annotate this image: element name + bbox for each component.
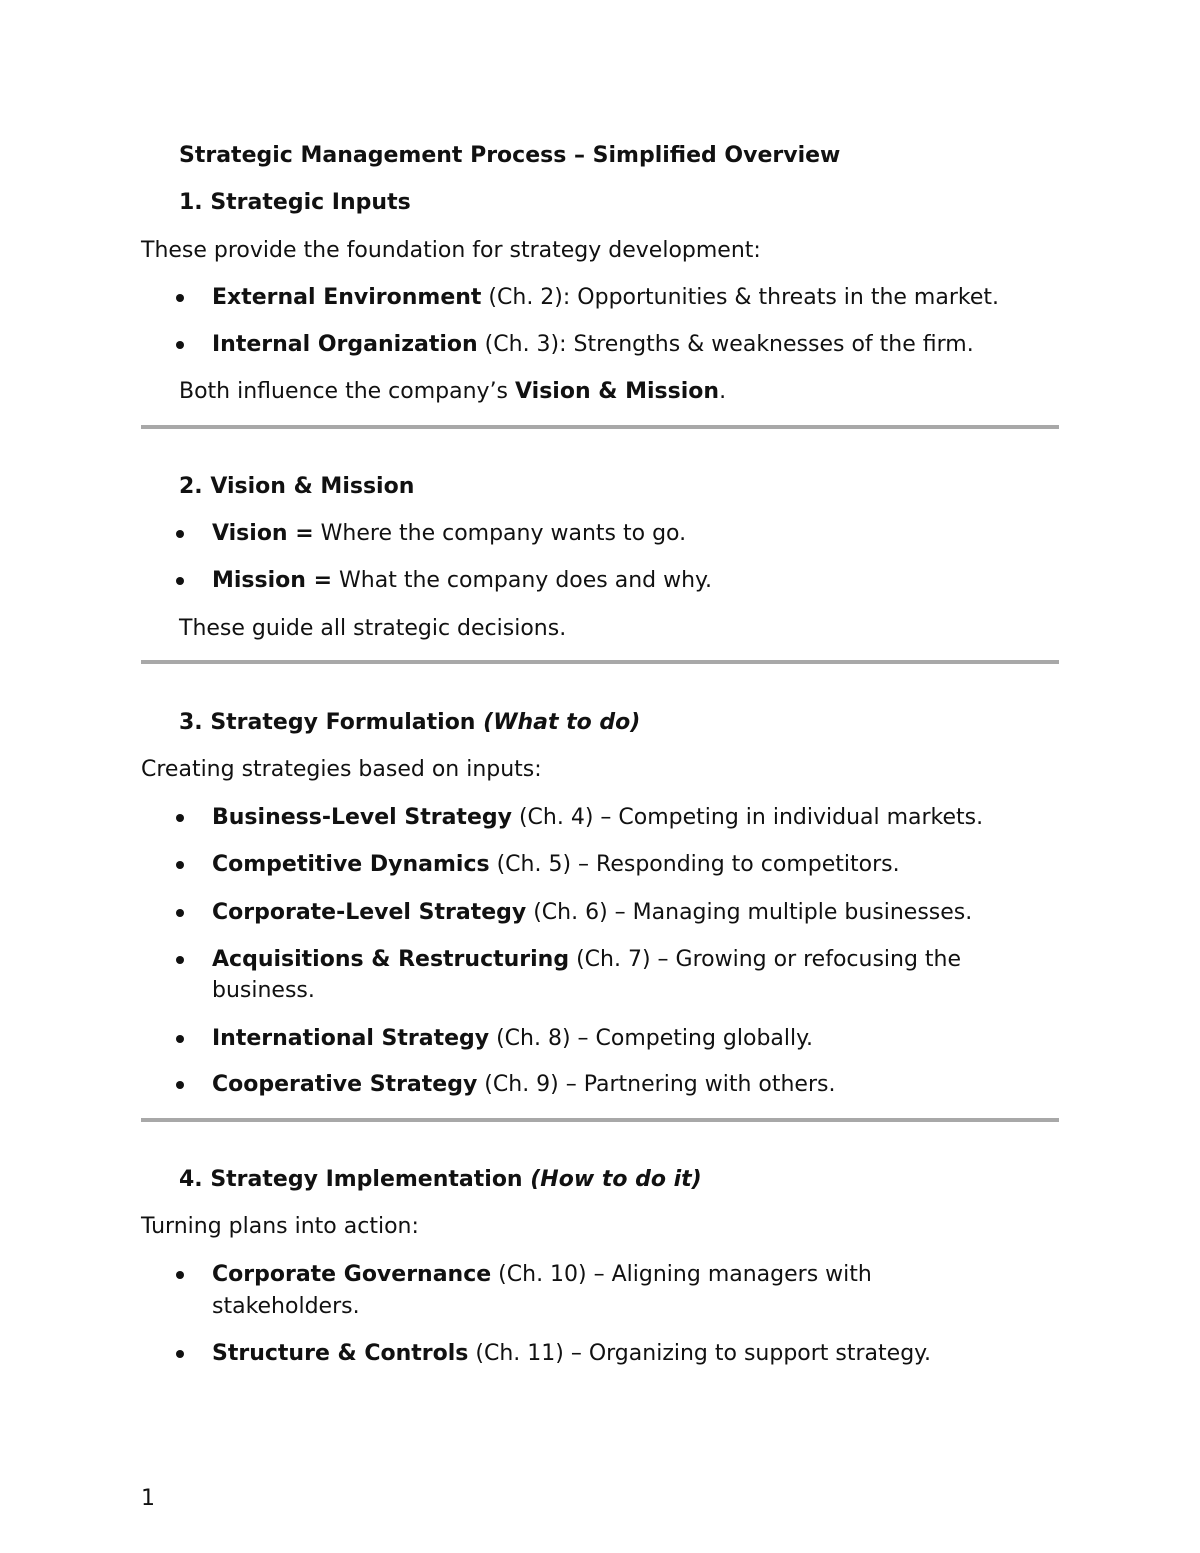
section-1-note xyxy=(179,381,726,403)
bullet-icon xyxy=(176,294,184,302)
list-item-text: (Ch. 7) – Growing or refocusing the xyxy=(569,947,962,972)
list-item-text: (Ch. 2): Opportunities & threats in the market. xyxy=(481,285,999,310)
list-item-text: (Ch. 6) – Managing multiple businesses. xyxy=(526,900,973,925)
note-emphasis: Vision & Mission xyxy=(515,379,720,404)
list-item-text: Where the company wants to go. xyxy=(313,521,687,546)
list-item-text: (Ch. 10) – Aligning managers with xyxy=(491,1262,872,1287)
section-3-heading xyxy=(179,712,640,734)
list-item xyxy=(212,523,686,545)
list-item-term: Corporate-Level Strategy xyxy=(212,900,527,925)
section-2-heading: 2. Vision & Mission xyxy=(179,474,415,499)
bullet-icon xyxy=(176,814,184,822)
list-item-term: Business-Level Strategy xyxy=(212,805,512,830)
list-item-term: Mission = xyxy=(212,568,333,593)
bullet-icon xyxy=(176,861,184,869)
list-item-term: Competitive Dynamics xyxy=(212,852,490,877)
list-item-text: What the company does and why. xyxy=(332,568,712,593)
horizontal-divider xyxy=(141,660,1059,664)
list-item xyxy=(212,570,712,592)
bullet-icon xyxy=(176,577,184,585)
list-item-term: Corporate Governance xyxy=(212,1262,492,1287)
section-2-note: These guide all strategic decisions. xyxy=(179,616,567,641)
note-text: Both influence the company’s xyxy=(179,379,516,404)
list-item xyxy=(212,1343,931,1365)
list-item-term: International Strategy xyxy=(212,1026,490,1051)
list-item xyxy=(212,902,972,924)
list-item-continuation: business. xyxy=(212,978,315,1003)
list-item-term: Cooperative Strategy xyxy=(212,1072,478,1097)
section-1-heading: 1. Strategic Inputs xyxy=(179,190,411,215)
list-item xyxy=(212,1074,835,1096)
bullet-icon xyxy=(176,1350,184,1358)
list-item xyxy=(212,807,983,829)
document-title: Strategic Management Process – Simplified Overview xyxy=(179,143,841,168)
bullet-icon xyxy=(176,530,184,538)
section-4-intro: Turning plans into action: xyxy=(141,1214,419,1239)
horizontal-divider xyxy=(141,1118,1059,1122)
list-item-text: (Ch. 5) – Responding to competitors. xyxy=(489,852,900,877)
list-item-term: Structure & Controls xyxy=(212,1341,469,1366)
heading-text: 3. Strategy Formulation xyxy=(179,710,484,735)
list-item-continuation: stakeholders. xyxy=(212,1294,360,1319)
bullet-icon xyxy=(176,956,184,964)
list-item xyxy=(212,287,999,309)
list-item-text: (Ch. 4) – Competing in individual markets. xyxy=(511,805,984,830)
section-4-heading xyxy=(179,1169,702,1191)
heading-subtitle: (What to do) xyxy=(483,710,641,735)
list-item-text: (Ch. 3): Strengths & weaknesses of the firm. xyxy=(477,332,974,357)
list-item xyxy=(212,334,974,356)
bullet-icon xyxy=(176,909,184,917)
list-item xyxy=(212,1028,813,1050)
bullet-icon xyxy=(176,341,184,349)
bullet-icon xyxy=(176,1081,184,1089)
page-number: 1 xyxy=(141,1486,155,1511)
list-item-term: Vision = xyxy=(212,521,314,546)
list-item-text: (Ch. 11) – Organizing to support strategy. xyxy=(468,1341,932,1366)
list-item xyxy=(212,854,900,876)
heading-text: 4. Strategy Implementation xyxy=(179,1167,531,1192)
list-item-term: Internal Organization xyxy=(212,332,478,357)
list-item xyxy=(212,949,961,971)
section-1-intro: These provide the foundation for strategy development: xyxy=(141,238,761,263)
list-item-text: (Ch. 8) – Competing globally. xyxy=(489,1026,814,1051)
bullet-icon xyxy=(176,1035,184,1043)
heading-subtitle: (How to do it) xyxy=(530,1167,702,1192)
horizontal-divider xyxy=(141,425,1059,429)
list-item-text: (Ch. 9) – Partnering with others. xyxy=(477,1072,836,1097)
note-text: . xyxy=(719,379,727,404)
section-3-intro: Creating strategies based on inputs: xyxy=(141,757,542,782)
list-item xyxy=(212,1264,872,1286)
list-item-term: External Environment xyxy=(212,285,482,310)
bullet-icon xyxy=(176,1271,184,1279)
list-item-term: Acquisitions & Restructuring xyxy=(212,947,570,972)
